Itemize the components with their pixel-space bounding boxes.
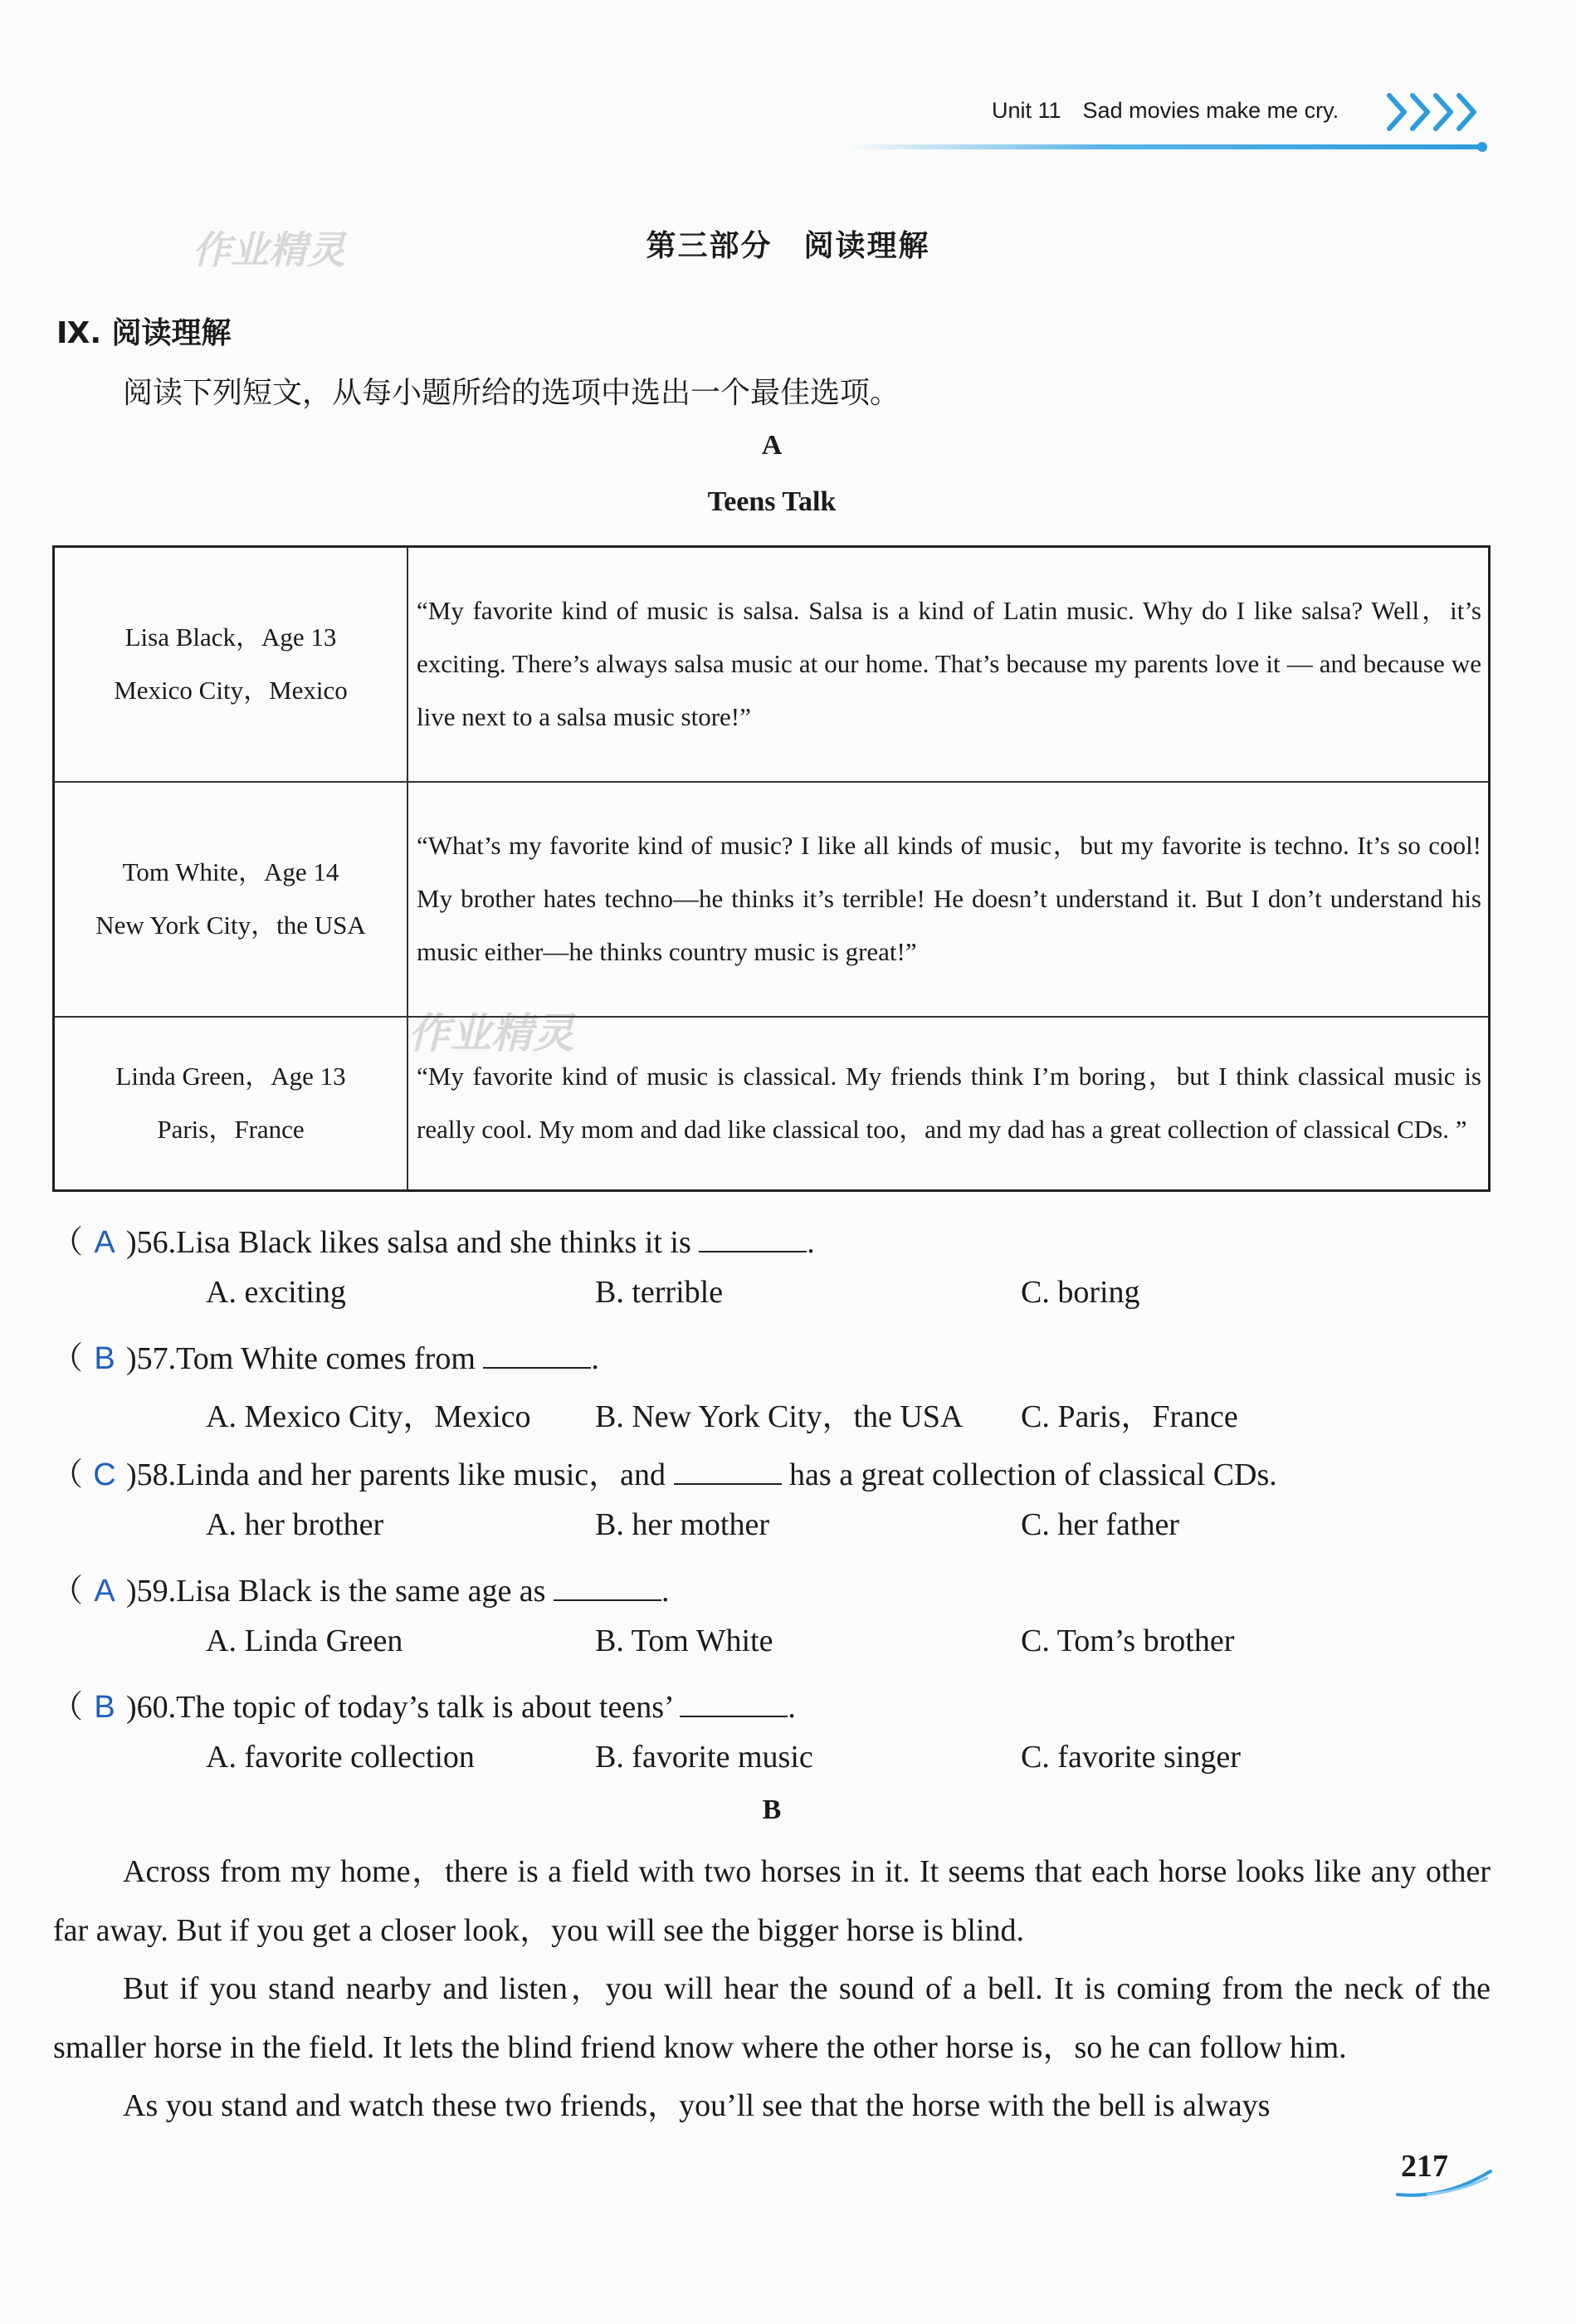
question-stem-end: . — [807, 1225, 815, 1260]
question-stem-end: . — [591, 1341, 599, 1376]
question-number: )58. — [126, 1457, 177, 1492]
speaker-name: Lisa Black，Age 13 — [124, 622, 337, 652]
question-stem: Lisa Black likes salsa and she thinks it is — [176, 1225, 700, 1260]
passage-a-title: Teens Talk — [707, 486, 837, 517]
speaker-cell — [54, 547, 408, 782]
instruction-text: 阅读下列短文，从每小题所给的选项中选出一个最佳选项。 — [123, 376, 900, 410]
page-number-swoosh-icon — [1394, 2166, 1494, 2200]
answer-mark: A — [94, 1225, 115, 1260]
speaker-name: Tom White，Age 14 — [122, 857, 339, 886]
speaker-place: Mexico City，Mexico — [114, 676, 348, 706]
running-header — [992, 98, 1339, 124]
passage-b-text — [53, 1843, 1491, 2136]
question-stem: The topic of today’s talk is about teens’ — [176, 1690, 681, 1725]
teens-talk-table — [52, 545, 1491, 1192]
answer-mark: A — [94, 1574, 115, 1609]
answer-blank — [554, 1576, 661, 1601]
quote-cell: “What’s my favorite kind of music? I like all kinds of music，but my favorite is techno. It’s so cool! My brother hates techno—he thinks it’s terrible! He doesn’t understand it. But I don’t understand his music either—he thinks country music is great!” — [407, 782, 1490, 1017]
question-stem: Tom White comes from — [176, 1341, 484, 1376]
speaker-cell — [54, 1017, 408, 1191]
page-number: 217 — [1401, 2149, 1448, 2184]
question-stem-end: has a great collection of classical CDs. — [781, 1457, 1277, 1492]
question-stem-end: . — [661, 1574, 670, 1609]
option-c: C. favorite singer — [1021, 1740, 1241, 1775]
answer-blank — [483, 1344, 591, 1369]
question-60: （ B )60.The topic of today’s talk is about teens’ . — [51, 1690, 796, 1725]
question-59: （ A )59.Lisa Black is the same age as . — [51, 1574, 670, 1609]
header-divider-dot — [1477, 142, 1487, 152]
paragraph: As you stand and watch these two friends，you’ll see that the horse with the bell is always — [123, 2088, 1271, 2123]
quote-cell: “My favorite kind of music is classical. My friends think I’m boring，but I think classical music is really cool. My mom and dad like classical too，and my dad has a great collection of classical CDs. ” — [407, 1017, 1490, 1191]
option-c: C. Tom’s brother — [1021, 1623, 1235, 1658]
option-b: B. terrible — [595, 1275, 724, 1310]
question-stem-end: . — [788, 1690, 796, 1725]
question-58: （ C )58.Linda and her parents like music，and has a great collection of classical CDs. — [51, 1457, 1277, 1492]
question-number: )59. — [126, 1574, 177, 1609]
passage-a-label: A — [761, 430, 783, 461]
paragraph: Across from my home，there is a field with two horses in it. It seems that each horse looks like any other far away. But if you get a closer look，you will see the bigger horse is blind. — [53, 1854, 1491, 1948]
option-a: A. favorite collection — [206, 1740, 475, 1775]
answer-blank — [674, 1460, 782, 1485]
watermark-logo: 作业精灵 — [193, 227, 345, 272]
chevron-right-icon — [1384, 87, 1488, 137]
option-c: C. her father — [1021, 1507, 1179, 1542]
question-number: )57. — [126, 1341, 177, 1376]
option-a: A. Mexico City，Mexico — [206, 1399, 531, 1434]
speaker-cell — [54, 782, 408, 1017]
speaker-name: Linda Green，Age 13 — [115, 1062, 346, 1091]
question-stem: Linda and her parents like music，and — [176, 1457, 674, 1492]
table-row — [54, 547, 1490, 782]
header-divider — [847, 144, 1486, 149]
question-stem: Lisa Black is the same age as — [176, 1574, 554, 1609]
question-57: （ B )57.Tom White comes from . — [51, 1341, 599, 1376]
answer-blank — [680, 1692, 788, 1717]
option-a: A. Linda Green — [206, 1623, 403, 1658]
answer-mark: C — [93, 1457, 116, 1492]
header-unit: Unit 11 — [992, 98, 1061, 123]
table-row — [54, 1017, 1490, 1191]
option-b: B. her mother — [595, 1507, 770, 1542]
option-c: C. boring — [1021, 1275, 1140, 1310]
part-title: 第三部分 阅读理解 — [646, 229, 930, 263]
table-row — [54, 782, 1490, 1017]
paragraph: But if you stand nearby and listen，you will hear the sound of a bell. It is coming from the neck of the smaller horse in the field. It lets the blind friend know where the other horse is，so he can follow him. — [53, 1971, 1491, 2065]
passage-b-label: B — [762, 1794, 782, 1825]
answer-mark: B — [94, 1341, 115, 1376]
question-56: （ A )56.Lisa Black likes salsa and she thinks it is . — [51, 1225, 815, 1260]
option-c: C. Paris，France — [1021, 1399, 1238, 1434]
option-b: B. favorite music — [595, 1740, 813, 1775]
question-number: )60. — [126, 1690, 177, 1725]
option-a: A. her brother — [206, 1507, 384, 1542]
answer-blank — [699, 1228, 807, 1252]
watermark-logo: 作业精灵 — [408, 1009, 574, 1057]
section-title: Ⅸ. 阅读理解 — [56, 316, 232, 350]
quote-cell: “My favorite kind of music is salsa. Salsa is a kind of Latin music. Why do I like salsa? Well，it’s exciting. There’s always salsa music at our home. That’s because my parents love it — and because we live next to a salsa music store!” — [407, 547, 1490, 782]
answer-mark: B — [94, 1690, 115, 1725]
option-a: A. exciting — [206, 1275, 346, 1310]
option-b: B. Tom White — [595, 1623, 773, 1658]
question-number: )56. — [126, 1225, 177, 1260]
speaker-place: New York City，the USA — [95, 911, 366, 940]
header-title: Sad movies make me cry. — [1082, 98, 1339, 123]
speaker-place: Paris，France — [157, 1115, 305, 1145]
option-b: B. New York City，the USA — [595, 1399, 964, 1434]
